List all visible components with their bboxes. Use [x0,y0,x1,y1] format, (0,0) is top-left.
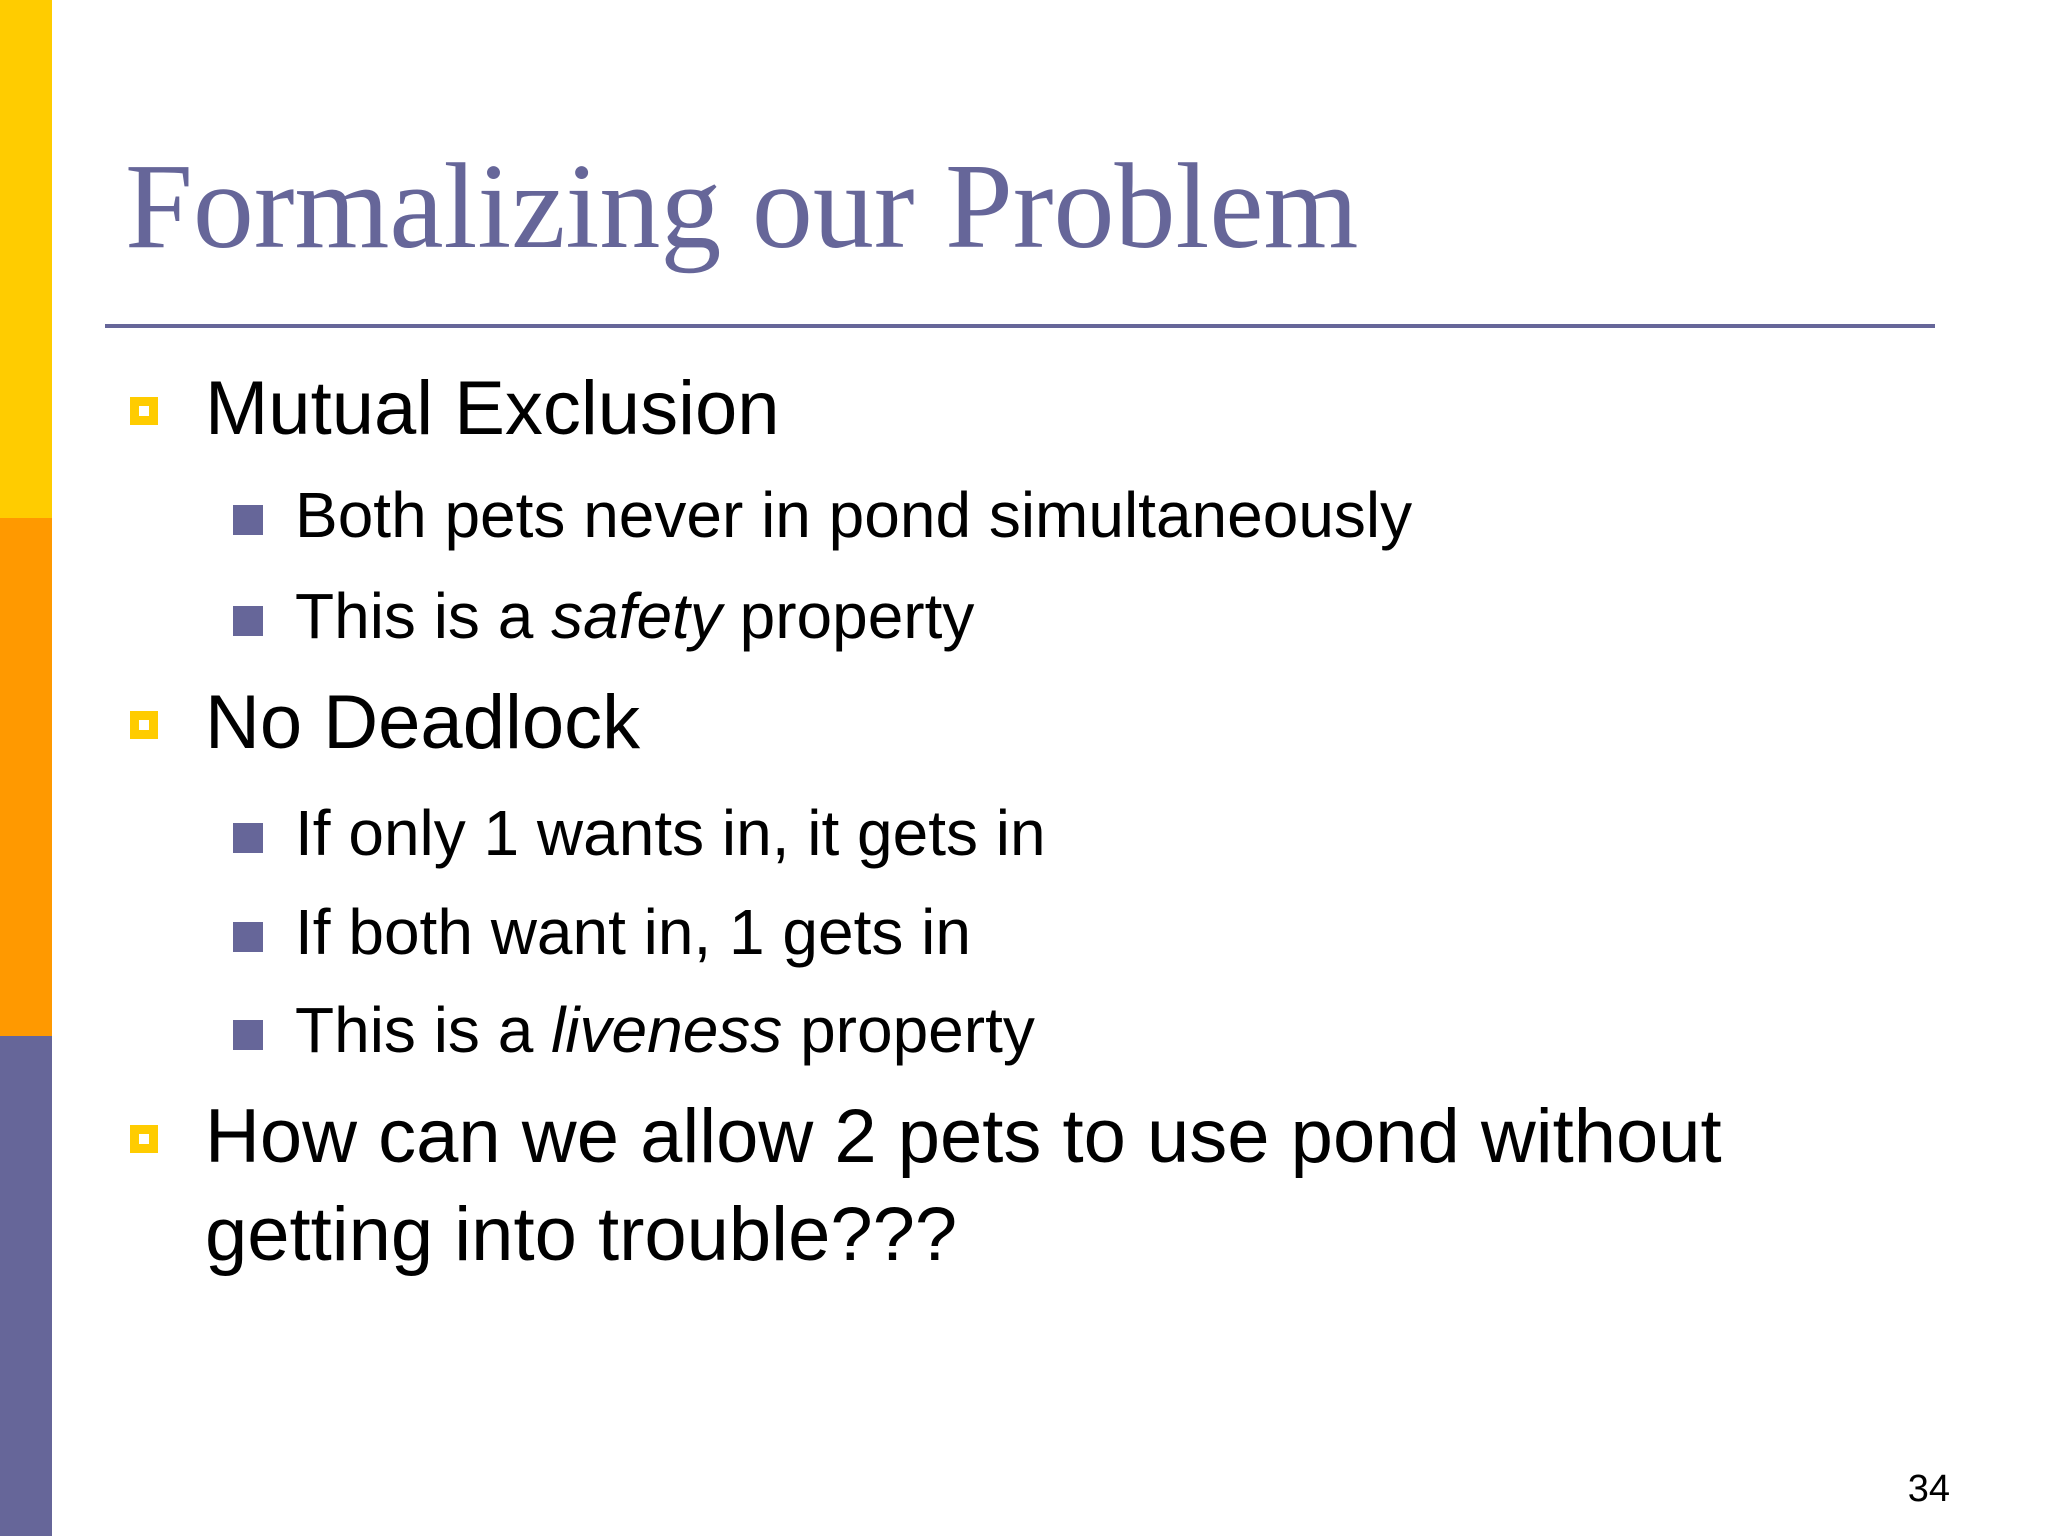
sub-bullet-both-want: If both want in, 1 gets in [295,896,971,968]
title-divider [105,324,1935,328]
sub-bullet-square-icon [233,505,263,535]
slide-title: Formalizing our Problem [125,139,1359,274]
bullet-square-icon [130,711,158,739]
sub-bullet-only-one: If only 1 wants in, it gets in [295,797,1046,869]
bullet-no-deadlock: No Deadlock [205,680,641,765]
bullet-question-line-1: How can we allow 2 pets to use pond without [205,1094,1722,1179]
side-accent-bar-purple [0,1036,52,1536]
sub-bullet-text: property [782,994,1035,1066]
side-accent-bar-yellow [0,0,52,518]
sub-bullet-square-icon [233,606,263,636]
bullet-mutual-exclusion: Mutual Exclusion [205,366,780,451]
sub-bullet-square-icon [233,823,263,853]
sub-bullet-both-pets: Both pets never in pond simultaneously [295,479,1413,551]
sub-bullet-text: property [721,580,975,652]
bullet-square-icon [130,1125,158,1153]
bullet-square-icon [130,397,158,425]
sub-bullet-text: This is a [295,580,552,652]
sub-bullet-square-icon [233,1020,263,1050]
side-accent-bar-orange [0,518,52,1036]
emphasis-safety: safety [551,580,722,652]
emphasis-liveness: liveness [551,994,783,1066]
sub-bullet-safety-property [295,578,974,655]
sub-bullet-text: This is a [295,994,552,1066]
bullet-question-line-2: getting into trouble??? [205,1192,958,1277]
sub-bullet-square-icon [233,922,263,952]
sub-bullet-liveness-property [295,992,1035,1069]
page-number: 34 [1907,1468,1950,1510]
